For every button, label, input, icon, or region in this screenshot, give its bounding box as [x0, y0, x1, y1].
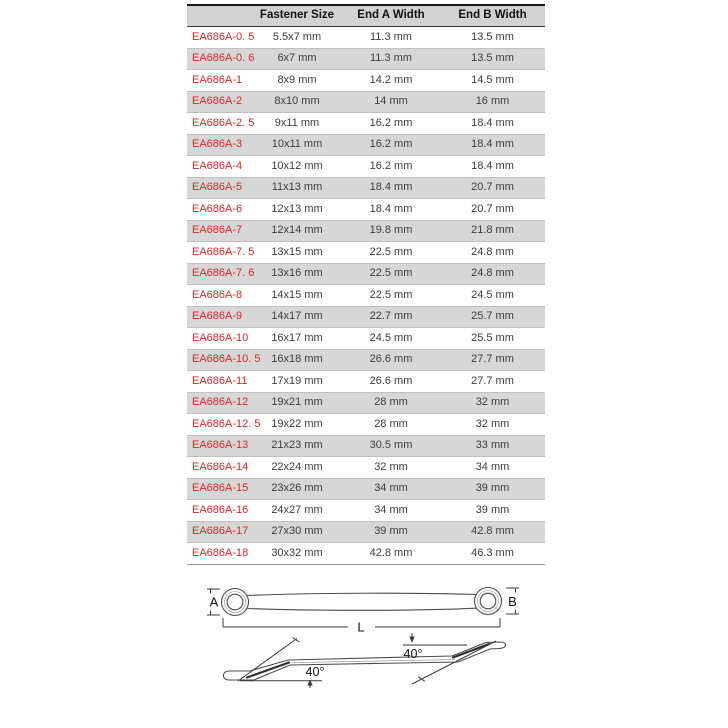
- wrench-ring-a: [222, 589, 249, 616]
- value-cell: 10x11 mm: [252, 134, 342, 156]
- table-row: [187, 328, 545, 350]
- model-cell: EA686A-9: [187, 306, 252, 328]
- table-row: [187, 414, 545, 436]
- model-cell: EA686A-8: [187, 285, 252, 307]
- value-cell: 27.7 mm: [440, 349, 545, 371]
- table-row: [187, 500, 545, 522]
- value-cell: 14.2 mm: [342, 70, 440, 92]
- value-cell: 6x7 mm: [252, 48, 342, 70]
- model-cell: EA686A-5: [187, 177, 252, 199]
- value-cell: 22.7 mm: [342, 306, 440, 328]
- table-row: [187, 27, 545, 49]
- value-cell: 21.8 mm: [440, 220, 545, 242]
- model-cell: EA686A-14: [187, 457, 252, 479]
- value-cell: 17x19 mm: [252, 371, 342, 393]
- table-row: [187, 349, 545, 371]
- value-cell: 24.5 mm: [440, 285, 545, 307]
- value-cell: 25.5 mm: [440, 328, 545, 350]
- value-cell: 22.5 mm: [342, 285, 440, 307]
- dimension-b: [506, 588, 519, 614]
- value-cell: 39 mm: [342, 521, 440, 543]
- table-row: [187, 242, 545, 264]
- table-row: [187, 263, 545, 285]
- header-row: [187, 5, 545, 27]
- model-cell: EA686A-3: [187, 134, 252, 156]
- model-cell: EA686A-0. 6: [187, 48, 252, 70]
- value-cell: 21x23 mm: [252, 435, 342, 457]
- value-cell: 30.5 mm: [342, 435, 440, 457]
- value-cell: 18.4 mm: [440, 134, 545, 156]
- model-cell: EA686A-17: [187, 521, 252, 543]
- model-cell: EA686A-18: [187, 543, 252, 565]
- value-cell: 13x16 mm: [252, 263, 342, 285]
- angle-label-right: 40°: [403, 647, 423, 661]
- col-header-fastener-size: Fastener Size: [252, 5, 342, 27]
- value-cell: 19x22 mm: [252, 414, 342, 436]
- value-cell: 33 mm: [440, 435, 545, 457]
- value-cell: 13x15 mm: [252, 242, 342, 264]
- table-row: [187, 134, 545, 156]
- value-cell: 18.4 mm: [440, 113, 545, 135]
- table-row: [187, 113, 545, 135]
- col-header-model: [187, 5, 252, 27]
- table-row: [187, 70, 545, 92]
- model-cell: EA686A-7: [187, 220, 252, 242]
- table-row: [187, 48, 545, 70]
- value-cell: 13.5 mm: [440, 27, 545, 49]
- value-cell: 12x14 mm: [252, 220, 342, 242]
- model-cell: EA686A-7. 5: [187, 242, 252, 264]
- table-row: [187, 199, 545, 221]
- table-row: [187, 371, 545, 393]
- value-cell: 16.2 mm: [342, 156, 440, 178]
- value-cell: 22.5 mm: [342, 242, 440, 264]
- value-cell: 27.7 mm: [440, 371, 545, 393]
- value-cell: 26.6 mm: [342, 349, 440, 371]
- value-cell: 16 mm: [440, 91, 545, 113]
- value-cell: 22.5 mm: [342, 263, 440, 285]
- value-cell: 24.8 mm: [440, 263, 545, 285]
- table-row: [187, 543, 545, 565]
- wrench-diagram: [0, 570, 728, 728]
- value-cell: 42.8 mm: [440, 521, 545, 543]
- model-cell: EA686A-6: [187, 199, 252, 221]
- value-cell: 18.4 mm: [440, 156, 545, 178]
- table-row: [187, 478, 545, 500]
- value-cell: 10x12 mm: [252, 156, 342, 178]
- model-cell: EA686A-2: [187, 91, 252, 113]
- value-cell: 23x26 mm: [252, 478, 342, 500]
- model-cell: EA686A-12. 5: [187, 414, 252, 436]
- table-row: [187, 435, 545, 457]
- angle-label-left: 40°: [305, 665, 325, 679]
- table-row: [187, 156, 545, 178]
- model-cell: EA686A-16: [187, 500, 252, 522]
- value-cell: 8x9 mm: [252, 70, 342, 92]
- value-cell: 13.5 mm: [440, 48, 545, 70]
- value-cell: 28 mm: [342, 414, 440, 436]
- model-cell: EA686A-1: [187, 70, 252, 92]
- wrench-ring-b: [475, 588, 502, 615]
- dim-label-b: B: [508, 594, 517, 609]
- model-cell: EA686A-7. 6: [187, 263, 252, 285]
- model-cell: EA686A-15: [187, 478, 252, 500]
- model-cell: EA686A-13: [187, 435, 252, 457]
- value-cell: 24.5 mm: [342, 328, 440, 350]
- value-cell: 32 mm: [342, 457, 440, 479]
- value-cell: 11.3 mm: [342, 27, 440, 49]
- value-cell: 19.8 mm: [342, 220, 440, 242]
- value-cell: 27x30 mm: [252, 521, 342, 543]
- table-row: [187, 177, 545, 199]
- value-cell: 14x15 mm: [252, 285, 342, 307]
- value-cell: 34 mm: [342, 500, 440, 522]
- col-header-end-a-width: End A Width: [342, 5, 440, 27]
- model-cell: EA686A-11: [187, 371, 252, 393]
- value-cell: 32 mm: [440, 392, 545, 414]
- table-row: [187, 285, 545, 307]
- dimension-l: [223, 618, 500, 635]
- model-cell: EA686A-10: [187, 328, 252, 350]
- value-cell: 34 mm: [440, 457, 545, 479]
- value-cell: 24.8 mm: [440, 242, 545, 264]
- wrench-top-view: [222, 588, 502, 616]
- value-cell: 19x21 mm: [252, 392, 342, 414]
- value-cell: 39 mm: [440, 478, 545, 500]
- wrench-shaft-outline: [248, 593, 477, 610]
- dim-label-l: L: [357, 619, 365, 635]
- value-cell: 18.4 mm: [342, 199, 440, 221]
- value-cell: 16.2 mm: [342, 134, 440, 156]
- value-cell: 30x32 mm: [252, 543, 342, 565]
- dim-label-a: A: [209, 594, 219, 610]
- table-row: [187, 306, 545, 328]
- table-row: [187, 220, 545, 242]
- model-cell: EA686A-12: [187, 392, 252, 414]
- value-cell: 11.3 mm: [342, 48, 440, 70]
- table-row: [187, 521, 545, 543]
- table-row: [187, 392, 545, 414]
- value-cell: 46.3 mm: [440, 543, 545, 565]
- value-cell: 18.4 mm: [342, 177, 440, 199]
- col-header-end-b-width: End B Width: [440, 5, 545, 27]
- table-row: [187, 91, 545, 113]
- value-cell: 14 mm: [342, 91, 440, 113]
- value-cell: 14.5 mm: [440, 70, 545, 92]
- model-cell: EA686A-0. 5: [187, 27, 252, 49]
- spec-table-body: [187, 27, 545, 565]
- value-cell: 8x10 mm: [252, 91, 342, 113]
- model-cell: EA686A-2. 5: [187, 113, 252, 135]
- value-cell: 34 mm: [342, 478, 440, 500]
- spec-table: [187, 4, 545, 565]
- value-cell: 14x17 mm: [252, 306, 342, 328]
- value-cell: 42.8 mm: [342, 543, 440, 565]
- value-cell: 9x11 mm: [252, 113, 342, 135]
- value-cell: 16x18 mm: [252, 349, 342, 371]
- value-cell: 26.6 mm: [342, 371, 440, 393]
- model-cell: EA686A-10. 5: [187, 349, 252, 371]
- value-cell: 16x17 mm: [252, 328, 342, 350]
- model-cell: EA686A-4: [187, 156, 252, 178]
- value-cell: 20.7 mm: [440, 177, 545, 199]
- table-row: [187, 457, 545, 479]
- value-cell: 16.2 mm: [342, 113, 440, 135]
- value-cell: 22x24 mm: [252, 457, 342, 479]
- value-cell: 25.7 mm: [440, 306, 545, 328]
- value-cell: 28 mm: [342, 392, 440, 414]
- value-cell: 11x13 mm: [252, 177, 342, 199]
- value-cell: 39 mm: [440, 500, 545, 522]
- value-cell: 20.7 mm: [440, 199, 545, 221]
- value-cell: 12x13 mm: [252, 199, 342, 221]
- dimension-a: [207, 589, 220, 615]
- value-cell: 24x27 mm: [252, 500, 342, 522]
- value-cell: 32 mm: [440, 414, 545, 436]
- value-cell: 5.5x7 mm: [252, 27, 342, 49]
